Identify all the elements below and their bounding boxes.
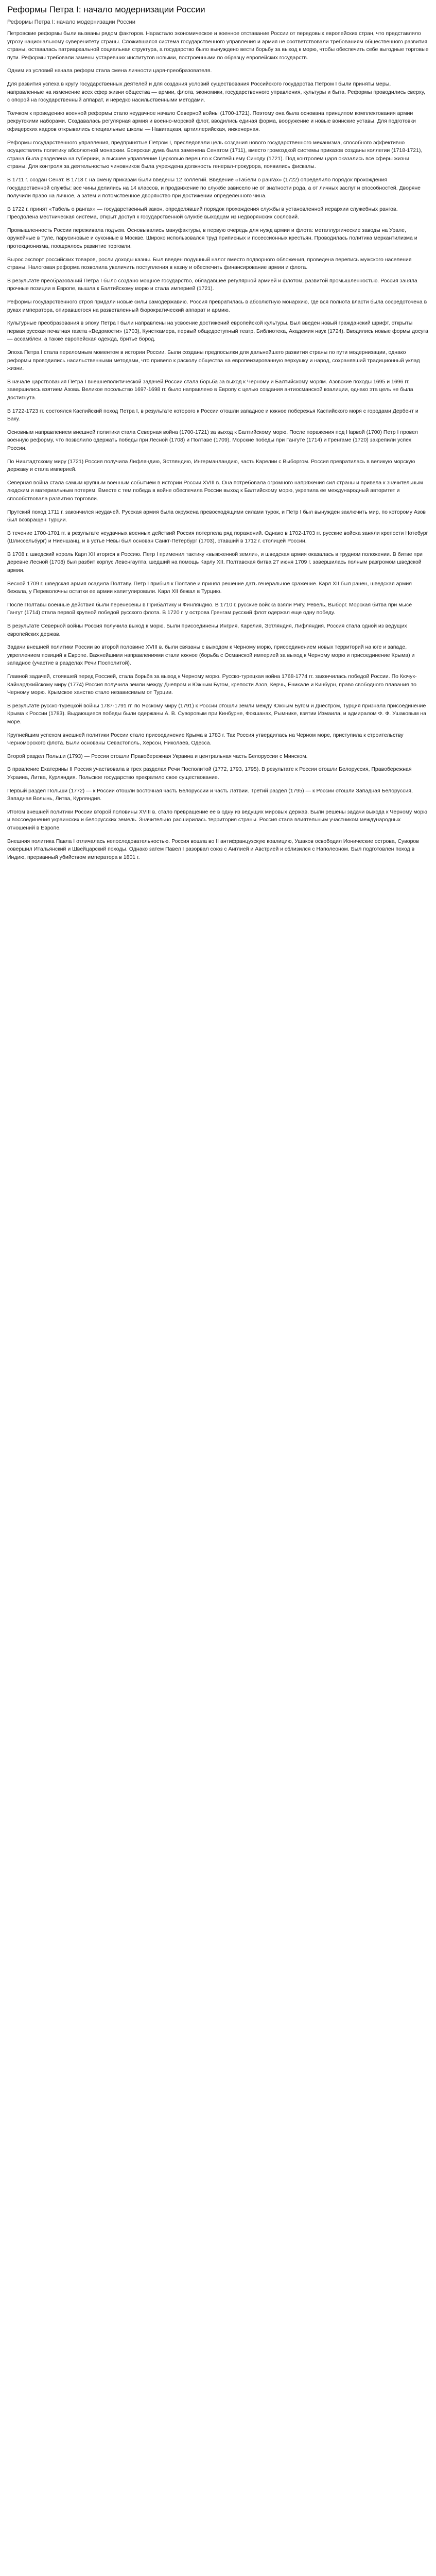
paragraph: В течение 1700-1701 гг. в результате неудачных военных действий Россия потерпела ряд поражений. Однако в 1702-1703 гг. русские войска заняли крепости Нотебург (Шлиссельбург) и Ниеншанц, и в устье Невы был основан Санкт-Петербург (1703), ставший в 1712 г. столицей России. (7, 530, 428, 545)
paragraph: Задачи внешней политики России во второй половине XVIII в. были связаны с выходом к Черному морю, присоединением новых территорий на юге и западе, укреплением позиций в Европе. Важнейшими направлениями стали южное (борьба с Османской империей за выход к Черному морю и присоединение Крыма) и западное (участие в разделах Речи Посполитой). (7, 644, 415, 667)
paragraph: Промышленность России переживала подъем. Основывались мануфактуры, в первую очередь для нужд армии и флота: металлургические заводы на Урале, оружейные в Туле, парусиновые и суконные в Москве. Широко использовался труд приписных и посессионных крестьян. Проводилась политика меркантилизма и протекционизма, поощрялось развитие торговли. (7, 227, 417, 250)
paragraph: В результате русско-турецкой войны 1787-1791 гг. по Ясскому миру (1791) к России отошли земли между Южным Бугом и Днестром, Турция признала присоединение Крыма к России (1783). Выдающиеся победы были одержаны А. В. Суворовым при Кинбурне, Фокшанах, Рымнике, взятии Измаила, и адмиралом Ф. Ф. Ушаковым на море. (7, 702, 426, 725)
paragraph: Главной задачей, стоявшей перед Россией, стала борьба за выход к Черному морю. Русско-турецкая война 1768-1774 гг. закончилась победой России. По Кючук-Кайнарджийскому миру (1774) Россия получила земли между Днепром и Южным Бугом, крепости Азов, Керчь, Еникале и Кинбурн, право свободного плавания по Черному морю. Крымское ханство стало независимым от Турции. (7, 673, 417, 696)
paragraph: Реформы государственного управления, предпринятые Петром I, преследовали цель создания нового государственного механизма, способного эффективно осуществлять политику абсолютной монархии. Боярская дума была заменена Сенатом (1711), вместо громоздкой системы приказов созданы коллегии (1718-1721), страна была разделена на губернии, а высшее управление Церковью перешло к Святейшему Синоду (1721). Под контролем царя оказались все сферы жизни страны. Для контроля за деятельностью чиновников была учреждена должность генерал-прокурора, появились фискалы. (7, 139, 423, 170)
paragraph: Весной 1709 г. шведская армия осадила Полтаву. Петр I прибыл к Полтаве и принял решение дать генеральное сражение. Карл XII был ранен, шведская армия бежала, у Переволочны остатки ее армии капитулировали. Карл XII бежал в Турцию. (7, 580, 412, 595)
paragraph: По Ништадтскому миру (1721) Россия получила Лифляндию, Эстляндию, Ингерманландию, часть Карелии с Выборгом. Россия превратилась в великую морскую державу и стала империей. (7, 458, 415, 473)
paragraph: Эпоха Петра I стала переломным моментом в истории России. Были созданы предпосылки для дальнейшего развития страны по пути модернизации, однако реформы проводились насильственными методами, что привело к расколу общества на европеизированную верхушку и народ, сохранявший традиционный уклад жизни. (7, 349, 420, 372)
document-subtitle: Реформы Петра I: начало модернизации России (7, 19, 135, 25)
paragraph: Вырос экспорт российских товаров, росли доходы казны. Был введен подушный налог вместо подворного обложения, проведена перепись мужского населения страны. Налоговая реформа позволила увеличить поступления в казну и обеспечить финансирование армии и флота. (7, 256, 412, 271)
paragraph: Второй раздел Польши (1793) — России отошли Правобережная Украина и центральная часть Белоруссии с Минском. (7, 753, 308, 759)
paragraph: Одним из условий начала реформ стала смена личности царя-преобразователя. (7, 67, 212, 74)
document-page (0, 0, 436, 871)
article-body (7, 30, 429, 861)
paragraph: Итогом внешней политики России второй половины XVIII в. стало превращение ее в одну из ведущих мировых держав. Были решены задачи выхода к Черному морю и воссоединения украинских и белорусских земель. Значительно расширилась территория страны. Россия стала влиятельным участником международных отношений в Европе. (7, 808, 427, 831)
paragraph: В начале царствования Петра I внешнеполитической задачей России стала борьба за выход к Черному и Балтийскому морям. Азовские походы 1695 и 1696 гг. завершились взятием Азова. Великое посольство 1697-1698 гг. было направлено в Европу с целью создания антиосманской коалиции, однако эта цель не была достигнута. (7, 378, 413, 401)
paragraph: Для развития успеха в кругу государственных деятелей и для создания условий существования Российского государства Петром I были приняты меры, направленные на изменение всех сфер жизни общества — армии, флота, экономики, государственного управления, культуры и быта. Реформы проводились сверху, с опорой на государственный аппарат, и нередко насильственными методами. (7, 80, 426, 104)
paragraph: В результате Северной войны Россия получила выход к морю. Были присоединены Ингрия, Карелия, Эстляндия, Лифляндия. Россия стала одной из ведущих европейских держав. (7, 623, 407, 637)
paragraph: Основным направлением внешней политики стала Северная война (1700-1721) за выход к Балтийскому морю. После поражения под Нарвой (1700) Петр I провел военную реформу, что позволило одержать победы при Лесной (1708) и Полтаве (1709). Морские победы при Гангуте (1714) и Гренгаме (1720) закрепили успех России. (7, 429, 418, 451)
paragraph: Реформы государственного строя придали новые силы самодержавию. Россия превратилась в абсолютную монархию, где вся полнота власти была сосредоточена в руках императора, опиравшегося на разветвленный бюрократический аппарат и армию. (7, 299, 427, 313)
paragraph: Первый раздел Польши (1772) — к России отошли восточная часть Белоруссии и часть Латвии. Третий раздел (1795) — к России отошли Западная Белоруссия, Западная Волынь, Литва, Курляндия. (7, 787, 413, 802)
paragraph: Петровские реформы были вызваны рядом факторов. Нарастало экономическое и военное отставание России от передовых европейских стран, что представляло угрозу национальному суверенитету страны. Сложившаяся система государственного управления и армия не соответствовали требованиям общественного развития страны, оставалась патриархальной социальная структура, а государство было вынуждено вести борьбу за выход к морю, чтобы обеспечить себе выгодные торговые пути. Реформы требовали замены устаревших институтов новыми, построенными по образцу европейских государств. (7, 30, 429, 61)
paragraph: Толчком к проведению военной реформы стало неудачное начало Северной войны (1700-1721). Поэтому она была основана принципом комплектования армии рекрутскими наборами. Создавалась регулярная армия и военно-морской флот, вводились единая форма, вооружение и новые воинские уставы. Для подготовки офицерских кадров открывались специальные школы — Навигацкая, артиллерийская, инженерная. (7, 110, 416, 132)
paragraph: В 1722-1723 гг. состоялся Каспийский поход Петра I, в результате которого к России отошли западное и южное побережья Каспийского моря с городами Дербент и Баку. (7, 408, 418, 422)
paragraph: После Полтавы военные действия были перенесены в Прибалтику и Финляндию. В 1710 г. русские войска взяли Ригу, Ревель, Выборг. Морская битва при мысе Гангут (1714) стала первой крупной победой русского флота. В 1720 г. у острова Гренгам русский флот одержал еще одну победу. (7, 601, 412, 616)
paragraph: Прутский поход 1711 г. закончился неудачей. Русская армия была окружена превосходящими силами турок, и Петр I был вынужден заключить мир, по которому Азов был возвращен Турции. (7, 509, 426, 523)
paragraph: В 1711 г. создан Сенат. В 1718 г. на смену приказам были введены 12 коллегий. Введение «Табели о рангах» (1722) определило порядок прохождения государственной службы: все чины делились на 14 классов, и продвижение по службе зависело не от знатности рода, а от личных заслуг и способностей. Дворяне получили право на личное, а затем и потомственное дворянство при достижении определенного чина. (7, 176, 421, 199)
paragraph: Культурные преобразования в эпоху Петра I были направлены на усвоение достижений европейской культуры. Был введен новый гражданский шрифт, открыты первая русская печатная газета «Ведомости» (1703), Кунсткамера, первый общедоступный театр, Библиотека, Академия наук (1724). Вводились новые формы досуга — ассамблеи, а также европейская одежда, бритье бород. (7, 320, 428, 343)
paragraph: В 1722 г. принят «Табель о рангах» — государственный закон, определявший порядок прохождения службы в установленной иерархии служебных рангов. Преодолена местническая система, открыт доступ к государственной службе выходцам из недворянских сословий. (7, 206, 398, 221)
paragraph: Крупнейшим успехом внешней политики России стало присоединение Крыма в 1783 г. Так Россия утвердилась на Черном море, приступила к строительству Черноморского флота. Были основаны Севастополь, Херсон, Николаев, Одесса. (7, 732, 404, 747)
document-title: Реформы Петра I: начало модернизации России (7, 5, 205, 14)
paragraph: Северная война стала самым крупным военным событием в истории России XVIII в. Она потребовала огромного напряжения сил страны и привела к значительным людским и материальным потерям. Вместе с тем победа в войне обеспечила России выход к Балтийскому морю, укрепила ее международный авторитет и способствовала развитию торговли. (7, 479, 423, 502)
paragraph: Внешняя политика Павла I отличалась непоследовательностью. Россия вошла во II антифранцузскую коалицию, Ушаков освободил Ионические острова, Суворов совершил Итальянский и Швейцарский походы. Однако затем Павел I разорвал союз с Англией и Австрией и сблизился с Наполеоном. Был подготовлен поход в Индию, прерванный убийством императора в 1801 г. (7, 838, 419, 860)
paragraph: В 1708 г. шведский король Карл XII вторгся в Россию. Петр I применил тактику «выжженной земли», и шведская армия оказалась в трудном положении. В битве при деревне Лесной (1708) был разбит корпус Левенгаупта, шедший на помощь Карлу XII. Полтавская битва 27 июня 1709 г. завершилась полным разгромом шведской армии. (7, 551, 423, 574)
paragraph: В результате преобразований Петра I было создано мощное государство, обладавшее регулярной армией и флотом, развитой промышленностью. Россия заняла прочные позиции в Европе, вышла к Балтийскому морю и стала империей (1721). (7, 277, 417, 292)
paragraph: В правление Екатерины II Россия участвовала в трех разделах Речи Посполитой (1772, 1793, 1795). В результате к России отошли Белоруссия, Правобережная Украина, Литва, Курляндия. Польское государство прекратило свое существование. (7, 766, 412, 781)
